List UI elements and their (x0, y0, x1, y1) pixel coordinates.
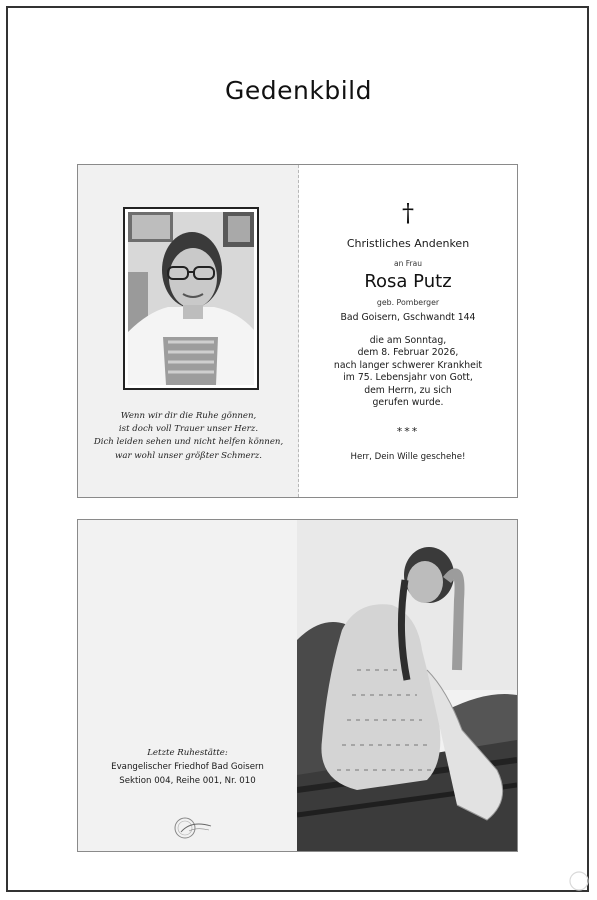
an-frau-label: an Frau (394, 259, 422, 268)
andenken-heading: Christliches Andenken (346, 237, 470, 250)
memorial-card-back (77, 519, 518, 852)
cross-icon: † (402, 199, 414, 227)
death-line: dem Herrn, zu sich (364, 384, 452, 396)
resting-place-label: Letzte Ruhestätte: (147, 748, 228, 758)
death-line: dem 8. Februar 2026, (357, 347, 459, 359)
death-line: im 75. Lebensjahr von Gott, (343, 372, 473, 384)
resting-place-grave: Sektion 004, Reihe 001, Nr. 010 (119, 776, 256, 786)
death-line: die am Sonntag, (369, 335, 447, 346)
portrait-photo (128, 212, 254, 385)
poem-line: Wenn wir dir die Ruhe gönnen, (120, 411, 257, 421)
poem-line: war wohl unser größter Schmerz. (114, 450, 262, 461)
card-back-left-panel (78, 520, 297, 851)
poem (78, 410, 299, 463)
stars-divider: *** (396, 425, 420, 438)
death-line: nach langer schwerer Krankheit (333, 359, 483, 371)
death-line: gerufen wurde. (372, 397, 444, 409)
page-title: Gedenkbild (225, 76, 372, 105)
funeral-home-stamp-logo (171, 816, 215, 840)
poem-line: ist doch voll Trauer unser Herz. (118, 424, 259, 435)
poem-line: Dich leiden sehen und nicht helfen können, (93, 437, 284, 448)
death-notice (299, 335, 517, 409)
deceased-name: Rosa Putz (364, 271, 452, 292)
card-right-panel (299, 165, 517, 497)
address: Bad Goisern, Gschwandt 144 (340, 312, 476, 323)
memorial-card-front (77, 164, 518, 498)
birth-name: geb. Pomberger (376, 298, 440, 307)
resting-place-cemetery: Evangelischer Friedhof Bad Goisern (111, 762, 264, 772)
portrait-frame (123, 207, 259, 390)
youth-photo (297, 520, 517, 851)
closing-line: Herr, Dein Wille geschehe! (350, 452, 466, 462)
card-left-panel (78, 165, 299, 497)
corner-watermark-icon (568, 870, 590, 892)
